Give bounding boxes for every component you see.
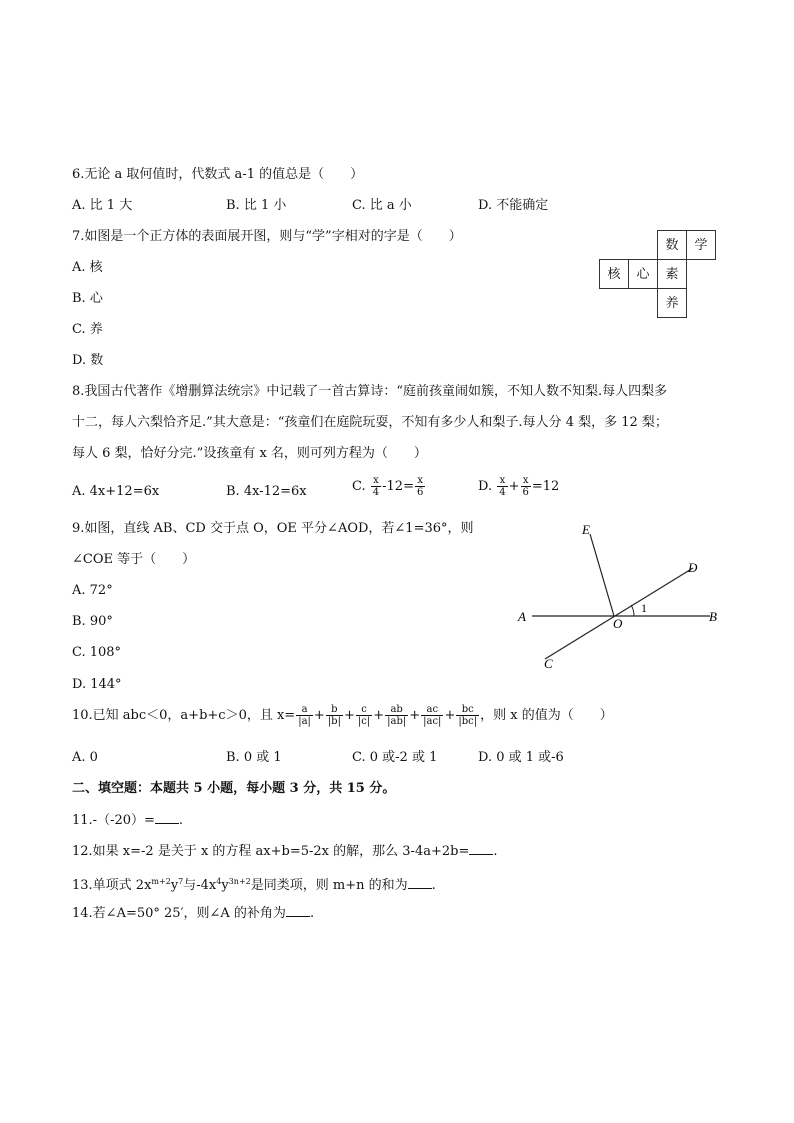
q7-option-d: D. 数 <box>72 353 104 368</box>
q8-option-d: D. $\frac{x}{4}$ + $\frac{x}{6}$ =12 <box>478 475 560 498</box>
ray-oe <box>590 534 614 616</box>
q6-option-a: A. 比 1 大 <box>72 198 133 213</box>
answer-blank <box>286 904 310 917</box>
answer-blank <box>155 811 179 824</box>
q9-option-d: D. 144° <box>72 677 122 692</box>
label-b: B <box>709 609 717 624</box>
q9-line-2: ∠COE 等于（ ） <box>72 552 196 567</box>
q9-option-a: A. 72° <box>72 583 113 598</box>
q9-option-c: C. 108° <box>72 645 122 660</box>
fraction: $\frac{x}{6}$ <box>522 475 529 498</box>
net-cell-shu: 数 <box>657 230 687 260</box>
q8-line-1: 8.我国古代著作《增删算法统宗》中记载了一首古算诗：“庭前孩童闹如簇，不知人数不知梨.每人四梨多 <box>72 384 668 399</box>
q10-option-a: A. 0 <box>72 750 98 765</box>
fraction: $\frac{x}{6}$ <box>416 475 424 498</box>
net-cell-yang: 养 <box>657 288 687 318</box>
fraction: $\frac{ac}{|ac|}$ <box>423 704 442 727</box>
line-cd <box>545 568 693 659</box>
q6-stem: 6.无论 a 取何值时，代数式 a-1 的值总是（ ） <box>72 167 364 182</box>
q6-option-d: D. 不能确定 <box>478 198 549 213</box>
q8-option-a: A. 4x+12=6x <box>72 484 160 499</box>
q11: 11.-（-20）= . <box>72 813 184 828</box>
net-cell-su: 素 <box>657 259 687 289</box>
angle-figure <box>510 518 750 678</box>
q10-option-c: C. 0 或-2 或 1 <box>352 750 438 765</box>
q8-line-3: 每人 6 梨，恰好分完.”设孩童有 x 名，则可列方程为（ ） <box>72 446 427 461</box>
label-o: O <box>613 616 623 631</box>
q7-stem: 7.如图是一个正方体的表面展开图，则与“学”字相对的字是（ ） <box>72 229 462 244</box>
label-c: C <box>544 656 553 671</box>
q6-option-c: C. 比 a 小 <box>352 198 412 213</box>
fraction: $\frac{a}{|a|}$ <box>298 704 311 727</box>
net-cell-xin: 心 <box>628 259 658 289</box>
fraction: $\frac{x}{4}$ <box>499 475 506 498</box>
q8-option-c: C. $\frac{x}{4}$ -12= $\frac{x}{6}$ <box>352 475 424 498</box>
q12: 12.如果 x=-2 是关于 x 的方程 ax+b=5-2x 的解，那么 3-4a+2b= . <box>72 844 498 859</box>
q9-option-b: B. 90° <box>72 614 113 629</box>
q9-line-1: 9.如图，直线 AB、CD 交于点 O，OE 平分∠AOD，若∠1=36°，则 <box>72 521 474 536</box>
label-angle-1: 1 <box>641 601 647 615</box>
fraction: $\frac{bc}{|bc|}$ <box>458 704 478 727</box>
q8-option-b: B. 4x-12=6x <box>226 484 307 499</box>
answer-blank <box>408 876 432 889</box>
label-d: D <box>688 560 698 575</box>
q13: 13.单项式 $2x^{m+2}y^7$与$-4x^4y^{3n+2}$是同类项，则 m+n 的和为 . <box>72 877 436 893</box>
q6-option-b: B. 比 1 小 <box>226 198 287 213</box>
q10-option-b: B. 0 或 1 <box>226 750 282 765</box>
q7-option-b: B. 心 <box>72 291 103 306</box>
q7-option-a: A. 核 <box>72 260 103 275</box>
q8-line-2: 十二，每人六梨恰齐足.”其大意是：“孩童们在庭院玩耍，不知有多少人和梨子.每人分 4 梨，多 12 梨； <box>72 415 668 430</box>
answer-blank <box>469 842 493 855</box>
net-cell-xue: 学 <box>686 230 716 260</box>
q10-option-d: D. 0 或 1 或-6 <box>478 750 564 765</box>
q14: 14.若∠A=50° 25′，则∠A 的补角为 . <box>72 906 315 921</box>
net-cell-he: 核 <box>599 259 629 289</box>
label-a: A <box>518 609 526 624</box>
cube-net-figure <box>594 230 720 325</box>
fraction: $\frac{ab}{|ab|}$ <box>387 704 407 727</box>
angle-1-arc <box>631 605 634 616</box>
fraction: $\frac{c}{|c|}$ <box>357 704 371 727</box>
fraction: $\frac{b}{|b|}$ <box>327 704 341 727</box>
label-e: E <box>582 522 590 537</box>
q10-stem: 10.已知 abc＜0，a+b+c＞0，且 x= $\frac{a}{|a|}$ + $\frac{b}{|b|}$ + $\frac{c}{|c|}$ + $\frac{ab}{|ab|}$ + $\frac{ac}{|ac|}$ + $\frac{bc}{|bc|}$ ，则 x 的值为（ ） <box>72 704 613 727</box>
fraction: $\frac{x}{4}$ <box>372 475 380 498</box>
section-heading: 二、填空题：本题共 5 小题，每小题 3 分，共 15 分。 <box>72 781 396 796</box>
q7-option-c: C. 养 <box>72 322 103 337</box>
